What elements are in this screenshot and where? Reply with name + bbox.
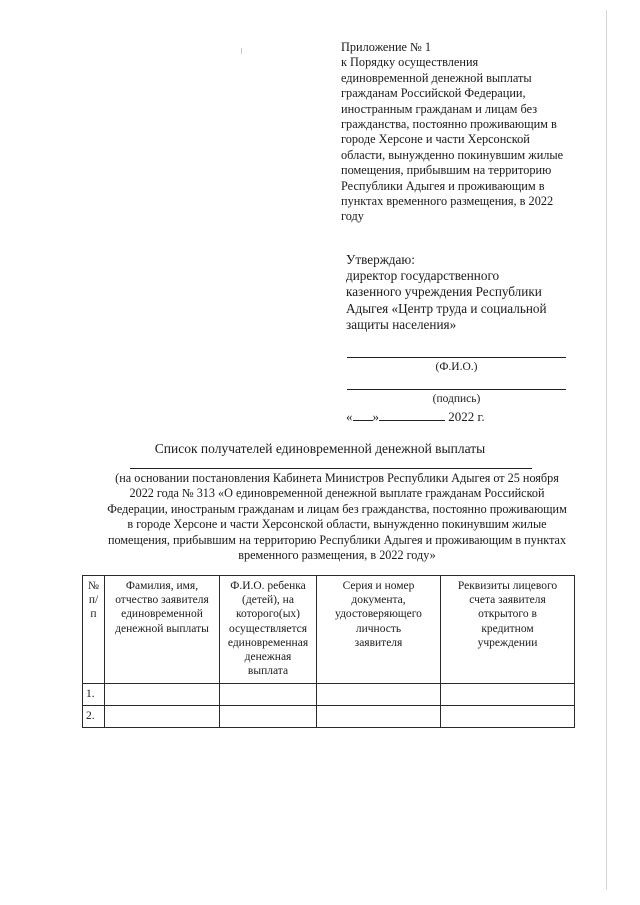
appendix-line: единовременной денежной выплаты bbox=[341, 70, 532, 85]
child-name-cell[interactable] bbox=[220, 684, 317, 706]
appendix-line: гражданам Российской Федерации, bbox=[341, 86, 526, 101]
appendix-line: иностранным гражданам и лицам без bbox=[341, 101, 538, 116]
signature-caption: (подпись) bbox=[432, 393, 481, 405]
day-blank[interactable] bbox=[353, 408, 373, 421]
signature-blank-line[interactable] bbox=[347, 389, 566, 390]
appendix-line: помещения, прибывшим на территорию bbox=[341, 163, 552, 178]
basis-line: (на основании постановления Кабинета Министров Республики Адыгея от 25 ноября bbox=[115, 471, 559, 485]
appendix-line: Приложение № 1 bbox=[341, 40, 432, 54]
title-underline bbox=[130, 468, 532, 469]
appendix-line: Республики Адыгея и проживающим в bbox=[341, 178, 545, 193]
basis-line: 2022 года № 313 «О единовременной денежной выплате гражданам Российской bbox=[129, 486, 545, 501]
id-document-cell[interactable] bbox=[317, 684, 441, 706]
approval-block bbox=[346, 252, 586, 333]
basis-line: помещения, прибывшим на территорию Республики Адыгея и проживающим в пунктах bbox=[107, 532, 567, 547]
row-number: 2. bbox=[83, 706, 105, 728]
approval-line: Утверждаю: bbox=[346, 252, 415, 267]
approval-line: защиты населения» bbox=[346, 316, 457, 332]
scan-mark bbox=[241, 48, 242, 54]
basis-line: временного размещения, в 2022 году» bbox=[238, 548, 436, 563]
list-title: Список получателей единовременной денежной выплаты bbox=[154, 441, 486, 456]
appendix-line: городе Херсоне и части Херсонской bbox=[341, 132, 530, 147]
header-child-name: Ф.И.О. ребенка (детей), на которого(ых) осуществляется единовременная денежная выплата bbox=[220, 576, 317, 684]
applicant-name-cell[interactable] bbox=[105, 706, 220, 728]
appendix-line: к Порядку осуществления bbox=[341, 55, 479, 70]
date-year: 2022 г. bbox=[445, 409, 485, 424]
header-number: № п/ п bbox=[83, 576, 105, 684]
date-open-quote: « bbox=[346, 409, 353, 424]
basis-line: в городе Херсоне и части Херсонской области, вынужденно покинувшим жилые bbox=[127, 517, 547, 532]
table-row bbox=[83, 684, 575, 706]
id-document-cell[interactable] bbox=[317, 706, 441, 728]
fio-caption: (Ф.И.О.) bbox=[435, 361, 478, 373]
appendix-header bbox=[341, 40, 601, 225]
approval-line: Адыгея «Центр труда и социальной bbox=[346, 300, 547, 316]
bank-account-cell[interactable] bbox=[441, 684, 575, 706]
applicant-name-cell[interactable] bbox=[105, 684, 220, 706]
row-number: 1. bbox=[83, 684, 105, 706]
date-close-quote: » bbox=[372, 409, 379, 424]
approval-line: казенного учреждения Республики bbox=[346, 284, 542, 300]
table-header-row bbox=[83, 576, 575, 684]
header-id-document: Серия и номер документа, удостоверяющего личность заявителя bbox=[317, 576, 441, 684]
appendix-line: году bbox=[341, 209, 364, 224]
header-bank-account: Реквизиты лицевого счета заявителя открытого в кредитном учреждении bbox=[441, 576, 575, 684]
appendix-line: области, вынужденно покинувшим жилые bbox=[341, 147, 564, 162]
approval-line: директор государственного bbox=[346, 268, 500, 284]
child-name-cell[interactable] bbox=[220, 706, 317, 728]
table-row bbox=[83, 706, 575, 728]
approval-date bbox=[346, 408, 485, 425]
basis-text bbox=[82, 471, 592, 563]
bank-account-cell[interactable] bbox=[441, 706, 575, 728]
appendix-line: пунктах временного размещения, в 2022 bbox=[341, 194, 554, 209]
fio-blank-line[interactable] bbox=[347, 357, 566, 358]
basis-line: Федерации, иностраным гражданам и лицам без гражданства, постоянно проживающим bbox=[107, 501, 567, 516]
header-applicant-name: Фамилия, имя, отчество заявителя единовременной денежной выплаты bbox=[105, 576, 220, 684]
month-blank[interactable] bbox=[379, 408, 445, 421]
appendix-line: гражданства, постоянно проживающим в bbox=[341, 117, 557, 132]
recipients-table bbox=[82, 575, 575, 728]
